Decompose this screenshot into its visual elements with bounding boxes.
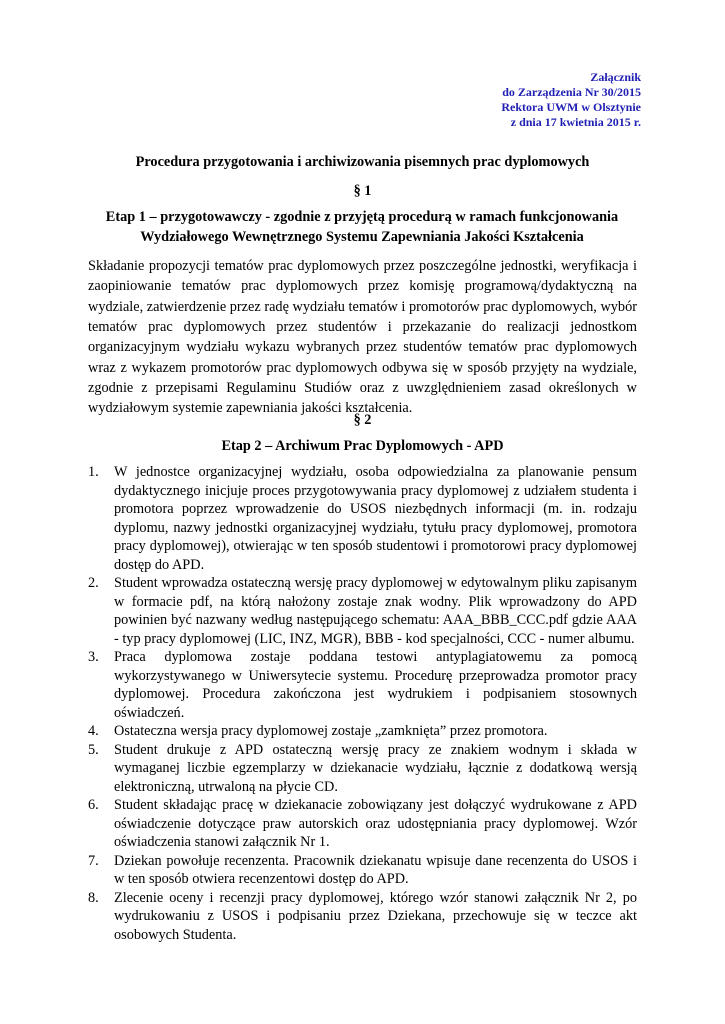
list-item-text: Ostateczna wersja pracy dyplomowej zostaje „zamknięta” przez promotora.	[114, 723, 548, 739]
section-1-heading-line-1: Etap 1 – przygotowawczy - zgodnie z przyjętą procedurą w ramach funkcjonowania	[105, 209, 619, 225]
list-item	[88, 722, 637, 741]
list-item-number: 6.	[88, 797, 99, 813]
list-item	[88, 889, 637, 945]
list-item	[88, 463, 637, 574]
annex-line-1: Załącznik	[590, 70, 641, 84]
list-item-number: 7.	[88, 852, 99, 869]
annex-line-2: do Zarządzenia Nr 30/2015	[502, 85, 641, 99]
annex-line-4: z dnia 17 kwietnia 2015 r.	[510, 115, 641, 129]
section-1-heading-line-2: Wydziałowego Wewnętrznego Systemu Zapewniania Jakości Kształcenia	[140, 229, 584, 245]
section-1-body: Składanie propozycji tematów prac dyplomowych przez poszczególne jednostki, weryfikacja i zaopiniowanie tematów prac dyplomowych przez komisję programową/dydaktyczną na wydziale, zatwierdzenie przez radę wydziału tematów i promotorów prac dyplomowych, wybór tematów prac dyplomowych przez studentów i przekazanie do realizacji jednostkom organizacyjnym wydziału wykazu wybranych przez studentów tematów prac dyplomowych wraz z wykazem promotorów prac dyplomowych odbywa się w sposób przyjęty na wydziale, zgodnie z przepisami Regulaminu Studiów oraz z uwzględnieniem zasad określonych w wydziałowym systemie zapewniania jakości kształcenia.	[88, 258, 637, 417]
list-item-number: 4.	[88, 723, 99, 739]
list-item-text: Student drukuje z APD ostateczną wersję pracy ze znakiem wodnym i składa w wymaganej liczbie egzemplarzy w dziekanacie wydziału, łącznie z dodatkową wersją elektroniczną, utrwaloną na płycie CD.	[114, 741, 637, 795]
list-item	[88, 741, 637, 797]
list-item	[88, 796, 637, 852]
list-item-text: Zlecenie oceny i recenzji pracy dyplomowej, którego wzór stanowi załącznik Nr 2, po wydrukowaniu z USOS i podpisaniu przez Dziekana, przechowuje się w teczce akt osobowych Studenta.	[114, 889, 637, 943]
list-item-number: 5.	[88, 741, 99, 758]
list-item-text: Student składając pracę w dziekanacie zobowiązany jest dołączyć wydrukowane z APD oświadczenie dotyczące praw autorskich oraz udostępniania pracy dyplomowej. Wzór oświadczenia stanowi załącznik Nr 1.	[114, 797, 637, 850]
list-item-text: W jednostce organizacyjnej wydziału, osoba odpowiedzialna za planowanie pensum dydaktycznego inicjuje proces przygotowywania pracy dyplomowej z udziałem studenta i promotora poprzez wprowadzenie do USOS niezbędnych informacji (m. in. rodzaju dyplomu, nazwy jednostki organizacyjnej wydziału, tytułu pracy dyplomowej, promotora pracy dyplomowej), otwierając w ten sposób studentowi i promotorowi pracy dyplomowej dostęp do APD.	[114, 464, 637, 573]
list-item-text: Praca dyplomowa zostaje poddana testowi antyplagiatowemu za pomocą wykorzystywanego w Uniwersytecie systemu. Procedurę przeprowadza promotor pracy dyplomowej. Procedura zakończona jest wydrukiem i podpisaniem stosownych oświadczeń.	[114, 649, 637, 721]
section-1-mark: § 1	[353, 183, 372, 199]
section-2-heading: Etap 2 – Archiwum Prac Dyplomowych - APD	[221, 438, 504, 454]
procedure-steps-list	[88, 463, 637, 944]
list-item-number: 8.	[88, 889, 99, 906]
list-item-text: Student wprowadza ostateczną wersję pracy dyplomowej w edytowalnym pliku zapisanym w formacie pdf, na którą nałożony zostaje znak wodny. Plik wprowadzony do APD powinien być nazwany według następującego schematu: AAA_BBB_CCC.pdf gdzie AAA - typ pracy dyplomowej (LIC, INZ, MGR), BBB - kod specjalności, CCC - numer albumu.	[114, 575, 637, 647]
list-item-number: 2.	[88, 575, 99, 591]
list-item	[88, 574, 637, 648]
list-item-number: 1.	[88, 464, 99, 480]
list-item-text: Dziekan powołuje recenzenta. Pracownik dziekanatu wpisuje dane recenzenta do USOS i w ten sposób otwiera recenzentowi dostęp do APD.	[114, 852, 637, 887]
section-2-mark: § 2	[353, 412, 372, 428]
section-1-heading	[88, 207, 636, 247]
document-title: Procedura przygotowania i archiwizowania pisemnych prac dyplomowych	[135, 154, 590, 170]
list-item	[88, 852, 637, 889]
annex-header	[501, 70, 641, 130]
list-item-number: 3.	[88, 649, 99, 665]
list-item	[88, 648, 637, 722]
annex-line-3: Rektora UWM w Olsztynie	[501, 100, 641, 114]
